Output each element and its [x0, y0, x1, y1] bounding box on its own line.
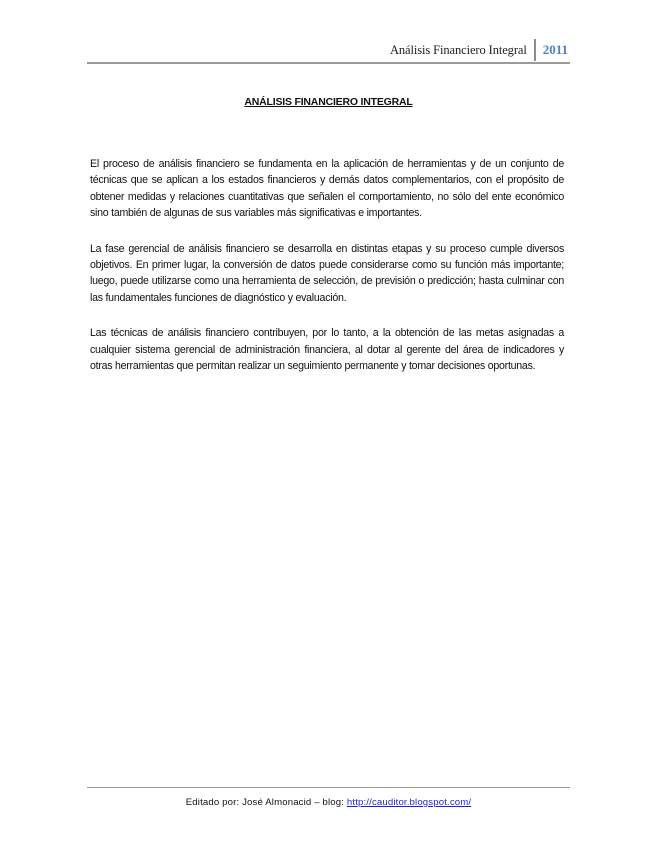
header-title: Análisis Financiero Integral [389, 43, 527, 57]
header-rule [87, 62, 570, 64]
document-title: ANÁLISIS FINANCIERO INTEGRAL [244, 96, 413, 108]
paragraph: Las técnicas de análisis financiero contribuyen, por lo tanto, a la obtención de las metas asignadas a cualquier sistema gerencial de administración financiera, al dotar al gerente del área de indicadores y otras herramientas que permitan realizar un seguimiento permanente y tomar decisiones oportunas. [90, 327, 564, 373]
blog-link[interactable]: http://cauditor.blogspot.com/ [346, 797, 472, 808]
paragraph: La fase gerencial de análisis financiero se desarrolla en distintas etapas y su proceso cumple diversos objetivos. En primer lugar, la conversión de datos puede considerarse como su función más importante; luego, puede utilizarse como una herramienta de selección, de previsión o predicción; hasta culminar con las fundamentales funciones de diagnóstico y evaluación. [90, 242, 564, 304]
footer-rule [87, 787, 570, 788]
footer-credit: Editado por: José Almonacid – blog: [185, 797, 347, 808]
document-body [90, 156, 564, 393]
header-year: 2011 [542, 42, 568, 57]
page-header [390, 38, 568, 62]
paragraph: El proceso de análisis financiero se fundamenta en la aplicación de herramientas y de un conjunto de técnicas que se aplican a los estados financieros y demás datos complementarios, con el propósito de obtener medidas y relaciones cuantitativas que señalen el comportamiento, no sólo del ente económico sino también de algunas de sus variables más significativas e importantes. [90, 158, 564, 220]
page-footer [87, 797, 570, 808]
